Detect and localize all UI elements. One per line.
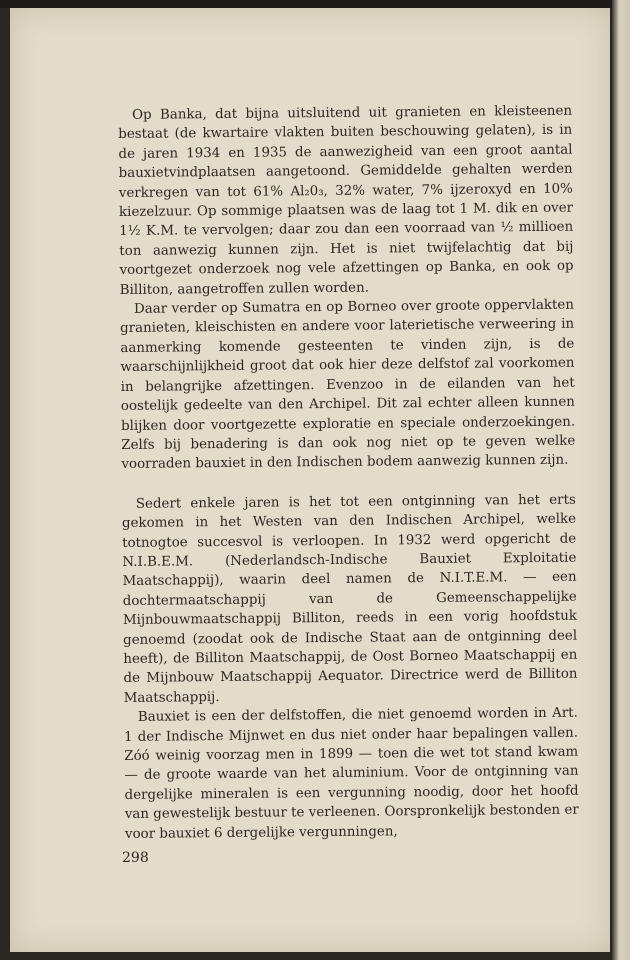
scan-top-edge xyxy=(0,0,630,8)
page-number: 298 xyxy=(122,850,149,866)
paragraph-mijnwet: Bauxiet is een der delfstoffen, die niet genoemd worden in Art. 1 der Indische Mijnwet en dus niet onder haar bepalingen vallen. Zóó weinig voorzag men in 1899 — toen die wet tot stand kwam — de groote waarde van het aluminium. Voor de ontginning van dergelijke mineralen is een vergunning noodig, door het hoofd van gewestelijk bestuur te verleenen. Oorspronkelijk bestonden er voor bauxiet 6 dergelijke vergunningen, xyxy=(123,705,579,842)
body-text xyxy=(118,102,579,844)
paragraph-sumatra-borneo: Daar verder op Sumatra en op Borneo over groote oppervlakten granieten, kleischisten en andere voor laterietische verweering in aanmerking komende gesteenten te vinden zijn, is de waarschijnlijkheid groot dat ook hier deze delfstof zal voorkomen in belangrijke afzettingen. Evenzoo in de eilanden van het oostelijk gedeelte van den Archipel. Dit zal echter alleen kunnen blijken door voortgezette exploratie en speciale onderzoekingen. Zelfs bij benadering is dan ook nog niet op te geven welke voorraden bauxiet in den Indischen bodem aanwezig kunnen zijn. xyxy=(120,297,576,473)
paragraph-nibem: Sedert enkele jaren is het tot een ontginning van het erts gekomen in het Westen van den Indischen Archipel, welke totnogtoe succesvol is verloopen. In 1932 werd opgericht de N.I.B.E.M. (Nederlandsch-Indische Bauxiet Exploitatie Maatschappij), waarin deel namen de N.I.T.E.M. — een dochtermaatschappij van de Gemeenschappelijke Mijnbouwmaatschappij Billiton, reeds in een vorig hoofdstuk genoemd (zoodat ook de Indische Staat aan de ontginning deel heeft), de Billiton Maatschappij, de Oost Borneo Maatschappij en de Mijnbouw Maatschappij Aequator. Directrice werd de Billiton Maatschappij. xyxy=(121,492,578,706)
book-page xyxy=(10,8,610,952)
paragraph-banka: Op Banka, dat bijna uitsluitend uit granieten en kleisteenen bestaat (de kwartaire vlakten buiten beschouwing gelaten), is in de jaren 1934 en 1935 de aanwezigheid van een groot aantal bauxietvindplaatsen aangetoond. Gemiddelde gehalten werden verkregen van tot 61% Al₂0₃, 32% water, 7% ijzeroxyd en 10% kiezelzuur. Op sommige plaatsen was de laag tot 1 M. dik en over 1½ K.M. te vervolgen; daar zou dan een voorraad van ½ millioen ton aanwezig kunnen zijn. Het is niet twijfelachtig dat bij voortgezet onderzoek nog vele afzettingen op Banka, en ook op Billiton, aangetroffen zullen worden. xyxy=(118,103,574,298)
scan-right-edge xyxy=(612,0,630,960)
